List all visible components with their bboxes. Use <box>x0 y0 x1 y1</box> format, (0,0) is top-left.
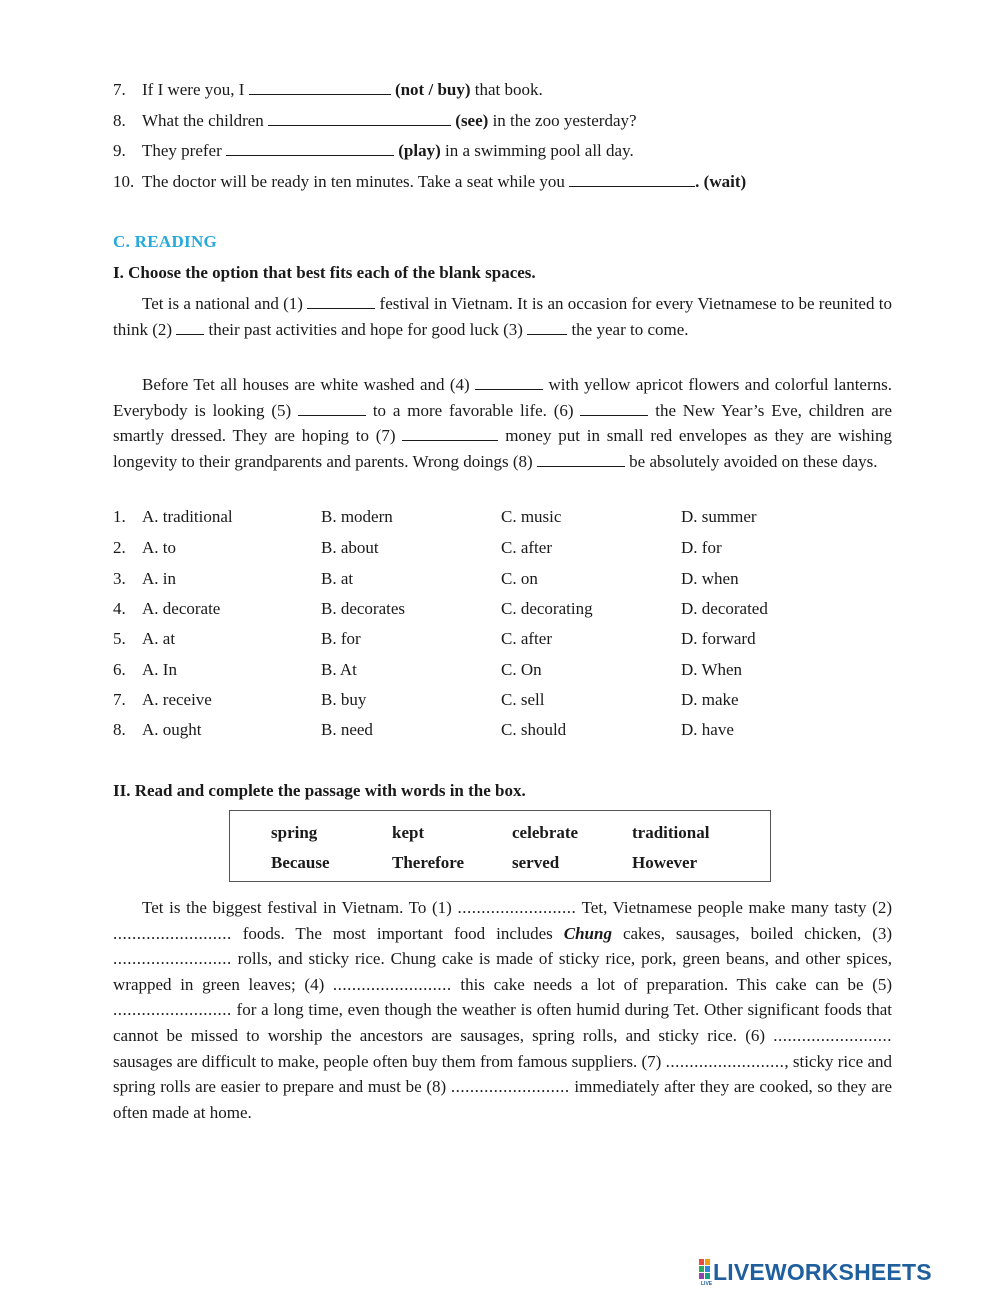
answer-blank[interactable] <box>307 294 375 309</box>
answer-blank[interactable] <box>402 426 498 441</box>
passage-text: with yellow apricot flowers and colorful lanterns. Everybody is looking (5) <box>113 375 893 420</box>
item-text: If I were you, I <box>142 80 245 99</box>
option-choice-a[interactable]: A. to <box>142 538 176 557</box>
item-number: 8. <box>113 111 126 130</box>
answer-blank[interactable] <box>249 80 391 95</box>
passage-text: Before Tet all houses are white washed and (4) <box>142 375 470 394</box>
option-row <box>113 720 913 744</box>
answer-blank[interactable] <box>298 401 366 416</box>
word-box-item: kept <box>392 823 425 842</box>
option-choice-a[interactable]: A. at <box>142 629 176 648</box>
item-text: in a swimming pool all day. <box>445 141 634 160</box>
option-choice-c[interactable]: C. decorating <box>501 599 593 618</box>
option-choice-d[interactable]: D. when <box>681 569 739 588</box>
exercise-item-7 <box>113 80 543 100</box>
word-box-item: celebrate <box>512 823 579 842</box>
answer-dots[interactable]: ......................... <box>773 1025 892 1045</box>
brand-text: LIVEWORKSHEETS <box>713 1259 932 1285</box>
passage-text: Tet is the biggest festival in Vietnam. To (1) <box>142 898 452 917</box>
option-number: 7. <box>113 690 126 709</box>
passage-text: the New Year’s Eve, children are smartly dressed. They are hoping to (7) <box>113 400 893 445</box>
passage-text: the year to come. <box>571 319 689 339</box>
word-box-item: Therefore <box>392 853 465 872</box>
passage-text: immediately after they are cooked, so they are often made at home. <box>113 1077 893 1122</box>
option-choice-c[interactable]: C. music <box>501 507 562 526</box>
option-row <box>113 660 913 684</box>
option-number: 3. <box>113 569 126 588</box>
passage-text: Tet, Vietnamese people make many tasty (2) <box>581 898 892 917</box>
answer-dots[interactable]: ......................... <box>332 974 452 994</box>
passage-text: to a more favorable life. (6) <box>372 400 574 420</box>
answer-blank[interactable] <box>176 320 204 335</box>
word-box-item: However <box>632 853 698 872</box>
item-number: 7. <box>113 80 126 99</box>
part-2-title: II. Read and complete the passage with words in the box. <box>113 781 526 800</box>
passage-1-paragraph-1 <box>113 291 892 342</box>
passage-text: sausages are difficult to make, people often buy them from famous suppliers. (7) <box>113 1051 662 1071</box>
option-choice-a[interactable]: A. decorate <box>142 599 221 618</box>
passage-text: cakes, sausages, boiled chicken, (3) <box>622 923 893 943</box>
option-choice-a[interactable]: A. in <box>142 569 176 588</box>
option-row <box>113 538 913 562</box>
verb-hint: (play) <box>398 141 441 160</box>
word-box-item: Because <box>271 853 330 872</box>
passage-text: money put in small red envelopes as they are wishing longevity to their grandparents and parents. Wrong doings (8) <box>113 426 893 471</box>
option-row <box>113 507 913 531</box>
item-number: 10. <box>113 172 135 191</box>
liveworksheets-logo-icon <box>699 1256 989 1286</box>
option-choice-c[interactable]: C. after <box>501 538 552 557</box>
verb-hint: (see) <box>455 111 489 130</box>
verb-hint: (not / buy) <box>394 80 471 99</box>
liveworksheets-logo <box>699 1256 989 1286</box>
passage-text: for a long time, even though the weather is often humid during Tet. Other significant foods that cannot be missed to worship the ancestors are sausages, spring rolls, and sticky rice. (6) <box>113 1000 893 1045</box>
answer-dots[interactable]: ......................... <box>457 898 577 917</box>
option-choice-b[interactable]: B. about <box>321 538 379 557</box>
option-choice-a[interactable]: A. receive <box>142 690 212 709</box>
option-choice-d[interactable]: D. forward <box>681 629 756 648</box>
option-choice-b[interactable]: B. at <box>321 569 354 588</box>
word-box <box>229 810 771 882</box>
item-text: that book. <box>474 80 543 99</box>
answer-blank[interactable] <box>226 141 394 156</box>
option-choice-b[interactable]: B. At <box>321 660 357 679</box>
passage-text: their past activities and hope for good luck (3) <box>208 319 523 339</box>
option-choice-c[interactable]: C. after <box>501 629 552 648</box>
option-number: 2. <box>113 538 126 557</box>
word-box-item: spring <box>271 823 318 842</box>
answer-blank[interactable] <box>580 401 648 416</box>
answer-dots[interactable]: ......................... <box>113 949 232 969</box>
option-choice-c[interactable]: C. On <box>501 660 542 679</box>
answer-dots[interactable]: ......................... <box>113 923 232 943</box>
passage-text: , sticky rice and spring rolls are easier to prepare and must be (8) <box>113 1051 893 1097</box>
option-number: 1. <box>113 507 126 526</box>
answer-blank[interactable] <box>569 172 695 187</box>
chung-emphasis: Chung <box>563 923 612 943</box>
passage-text: rolls, and sticky rice. Chung cake is made of sticky rice, pork, green beans, and other spices, wrapped in green leaves; (4) <box>113 949 892 994</box>
option-choice-c[interactable]: C. sell <box>501 690 545 709</box>
logo-letters: LIVE <box>701 1281 713 1286</box>
option-choice-c[interactable]: C. should <box>501 720 567 739</box>
option-choice-b[interactable]: B. need <box>321 720 373 739</box>
item-text: What the children <box>142 111 264 130</box>
part-1-title: I. Choose the option that best fits each of the blank spaces. <box>113 263 536 282</box>
option-choice-d[interactable]: D. make <box>681 690 739 709</box>
option-choice-d[interactable]: D. decorated <box>681 599 768 618</box>
option-number: 8. <box>113 720 126 739</box>
answer-dots[interactable]: ......................... <box>450 1077 570 1097</box>
item-text: in the zoo yesterday? <box>492 111 637 130</box>
answer-blank[interactable] <box>527 320 567 335</box>
option-row <box>113 599 913 623</box>
option-choice-b[interactable]: B. buy <box>321 690 367 709</box>
passage-2 <box>113 895 892 1125</box>
option-choice-c[interactable]: C. on <box>501 569 538 588</box>
answer-blank[interactable] <box>475 375 543 390</box>
option-row <box>113 690 913 714</box>
option-choice-a[interactable]: A. In <box>142 660 177 679</box>
passage-1-paragraph-2 <box>113 372 892 474</box>
option-number: 6. <box>113 660 126 679</box>
option-number: 4. <box>113 599 126 618</box>
option-choice-d[interactable]: D. have <box>681 720 734 739</box>
passage-text: foods. The most important food includes <box>242 923 553 943</box>
exercise-item-10 <box>113 172 746 192</box>
option-row <box>113 569 913 593</box>
option-choice-a[interactable]: A. ought <box>142 720 202 739</box>
word-box-item: traditional <box>632 823 710 842</box>
passage-text: be absolutely avoided on these days. <box>629 451 878 471</box>
option-choice-b[interactable]: B. modern <box>321 507 393 526</box>
answer-dots[interactable]: ......................... <box>113 1000 232 1020</box>
option-choice-d[interactable]: D. summer <box>681 507 757 526</box>
option-row <box>113 629 913 653</box>
passage-text: Tet is a national and (1) <box>142 294 303 313</box>
option-choice-d[interactable]: D. for <box>681 538 722 557</box>
option-choice-d[interactable]: D. When <box>681 660 743 679</box>
section-heading-reading: C. READING <box>113 232 218 251</box>
verb-hint: . (wait) <box>695 172 747 191</box>
exercise-item-9 <box>113 141 634 161</box>
answer-blank[interactable] <box>268 111 451 126</box>
option-choice-b[interactable]: B. decorates <box>321 599 406 618</box>
exercise-item-8 <box>113 111 637 131</box>
option-number: 5. <box>113 629 126 648</box>
passage-text: festival in Vietnam. It is an occasion for every Vietnamese to be reunited to think (2) <box>113 294 892 339</box>
item-text: The doctor will be ready in ten minutes. Take a seat while you <box>142 172 565 191</box>
passage-text: this cake needs a lot of preparation. This cake can be (5) <box>460 974 893 994</box>
option-choice-b[interactable]: B. for <box>321 629 361 648</box>
item-text: They prefer <box>142 141 222 160</box>
answer-blank[interactable] <box>537 452 625 467</box>
word-box-item: served <box>512 853 560 872</box>
answer-dots[interactable]: ......................... <box>665 1051 785 1071</box>
item-number: 9. <box>113 141 126 160</box>
option-choice-a[interactable]: A. traditional <box>142 507 233 526</box>
